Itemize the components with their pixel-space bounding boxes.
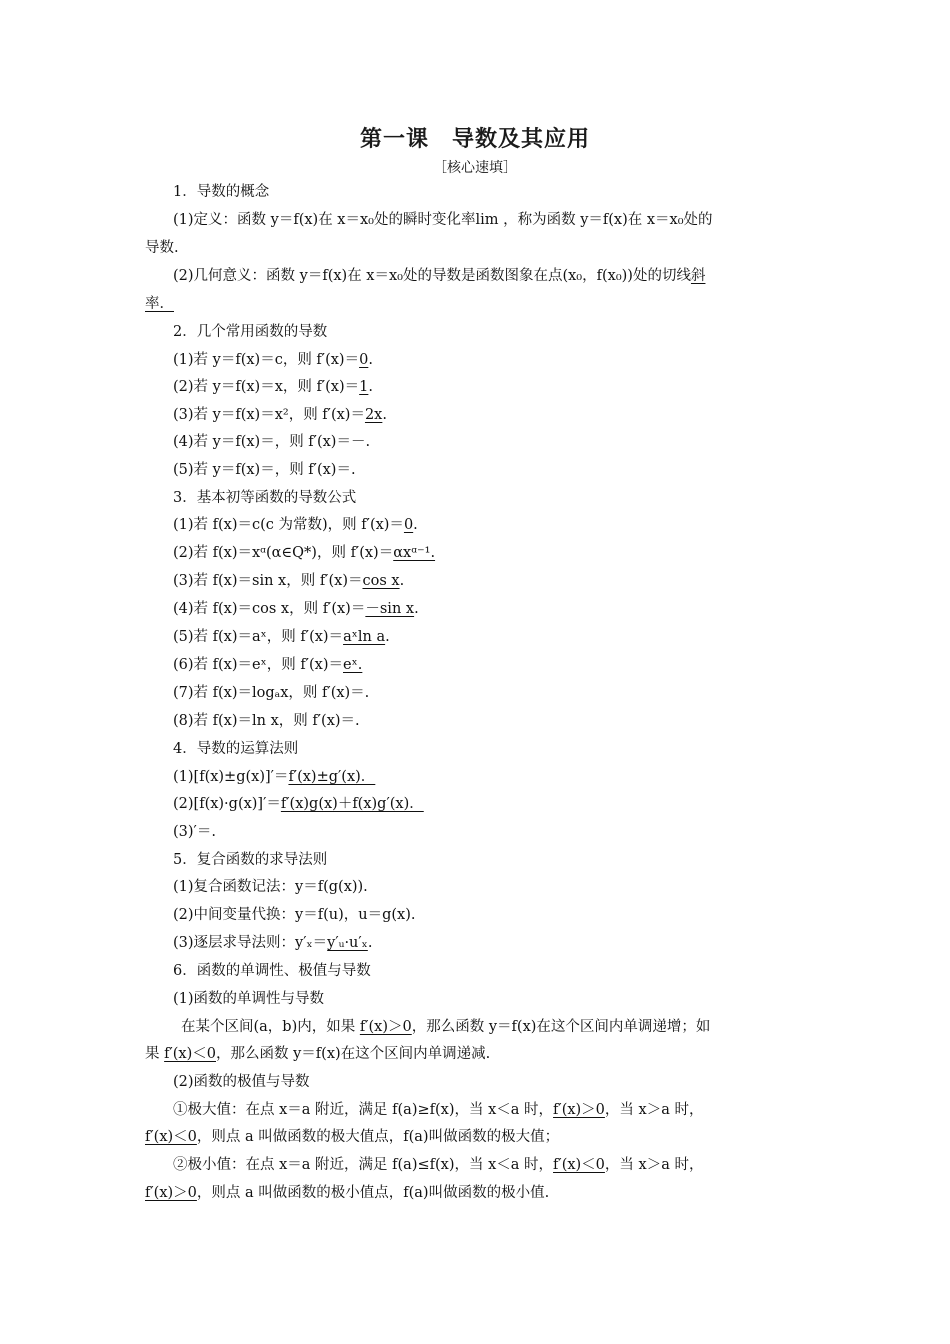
answer-blank: f′(x)＜0: [553, 1157, 605, 1173]
answer-blank: f′(x)＞0: [145, 1185, 197, 1201]
answer-blank: f′(x)＞0: [359, 1019, 412, 1035]
formula-line: (6)若 f(x)＝eˣ，则 f′(x)＝eˣ.: [173, 657, 363, 673]
heading-monotonicity-extrema: 6．函数的单调性、极值与导数: [173, 963, 371, 979]
geometric-meaning-line: (2)几何意义：函数 y＝f(x)在 x＝x₀处的导数是函数图象在点(x₀，f(x₀))处的切线斜: [173, 268, 706, 284]
heading-derivative-concept: 1．导数的概念: [173, 184, 270, 200]
formula-line: (3)逐层求导法则：y′ₓ＝y′ᵤ·u′ₓ.: [173, 935, 373, 951]
formula-line: (3)若 y＝f(x)＝x²，则 f′(x)＝2x.: [173, 407, 387, 423]
definition-line-cont: 导数.: [145, 240, 179, 256]
formula-line: (4)若 f(x)＝cos x，则 f′(x)＝－sin x.: [173, 601, 419, 617]
answer-blank: aˣln a: [343, 629, 386, 645]
section-subtitle: ［核心速填］: [433, 160, 517, 176]
answer-blank: y′ᵤ·u′ₓ: [327, 935, 368, 951]
paragraph-line: 在某个区间(a，b)内，如果 f′(x)＞0，那么函数 y＝f(x)在这个区间内单调递增；如: [181, 1019, 711, 1035]
formula-line: (3)′＝.: [173, 824, 216, 840]
answer-blank: cos x: [362, 573, 400, 589]
formula-line: (1)[f(x)±g(x)]′＝f′(x)±g′(x)．: [173, 769, 376, 785]
subheading-monotonicity: (1)函数的单调性与导数: [173, 991, 325, 1007]
answer-blank: f′(x)＜0: [145, 1129, 197, 1145]
answer-blank: f′(x)＞0: [553, 1102, 605, 1118]
paragraph-line: ②极小值：在点 x＝a 附近，满足 f(a)≤f(x)，当 x＜a 时，f′(x)＜0，当 x＞a 时，: [173, 1157, 704, 1173]
formula-line: (1)若 y＝f(x)＝c，则 f′(x)＝0.: [173, 352, 373, 368]
page-title: 第一课 导数及其应用: [359, 127, 590, 152]
formula-line: (5)若 y＝f(x)＝，则 f′(x)＝.: [173, 462, 356, 478]
formula-line: (7)若 f(x)＝logₐx，则 f′(x)＝.: [173, 685, 370, 701]
geometric-meaning-line-cont: [145, 294, 174, 314]
paragraph-line: f′(x)＜0，则点 a 叫做函数的极大值点，f(a)叫做函数的极大值；: [145, 1129, 560, 1145]
answer-blank: f′(x)g(x)＋f(x)g′(x)．: [280, 796, 424, 812]
answer-blank: f′(x)＜0: [164, 1046, 216, 1062]
answer-blank: 0: [403, 517, 414, 533]
paragraph-line: f′(x)＞0，则点 a 叫做函数的极小值点，f(a)叫做函数的极小值.: [145, 1185, 550, 1201]
formula-line: (8)若 f(x)＝ln x，则 f′(x)＝.: [173, 713, 360, 729]
formula-line: (3)若 f(x)＝sin x，则 f′(x)＝cos x.: [173, 573, 405, 589]
formula-line: (2)若 y＝f(x)＝x，则 f′(x)＝1.: [173, 379, 373, 395]
answer-blank: 0: [359, 352, 369, 368]
formula-line: (5)若 f(x)＝aˣ，则 f′(x)＝aˣln a.: [173, 629, 390, 645]
answer-blank: f′(x)±g′(x)．: [288, 769, 376, 785]
heading-operation-rules: 4．导数的运算法则: [173, 741, 299, 757]
answer-blank: 1: [359, 379, 369, 395]
heading-composite-rules: 5．复合函数的求导法则: [173, 852, 328, 868]
answer-blank: 率．: [145, 296, 174, 312]
formula-line: (1)若 f(x)＝c(c 为常数)，则 f′(x)＝0.: [173, 517, 418, 533]
answer-blank: －sin x: [365, 601, 415, 617]
definition-line: (1)定义：函数 y＝f(x)在 x＝x₀处的瞬时变化率lim ，称为函数 y＝f(x)在 x＝x₀处的: [173, 212, 713, 228]
answer-blank: 2x: [364, 407, 383, 423]
text-line: (2)中间变量代换：y＝f(u)，u＝g(x).: [173, 907, 416, 923]
heading-elementary-derivatives: 3．基本初等函数的导数公式: [173, 490, 357, 506]
subheading-extrema: (2)函数的极值与导数: [173, 1074, 310, 1090]
formula-line: (2)若 f(x)＝xᵅ(α∈Q*)，则 f′(x)＝αxᵅ⁻¹.: [173, 545, 436, 561]
answer-blank: eˣ.: [343, 657, 363, 673]
paragraph-line: 果 f′(x)＜0，那么函数 y＝f(x)在这个区间内单调递减.: [145, 1046, 491, 1062]
formula-line: (2)[f(x)·g(x)]′＝f′(x)g(x)＋f(x)g′(x)．: [173, 796, 424, 812]
answer-blank: 斜: [690, 268, 706, 284]
heading-common-derivatives: 2．几个常用函数的导数: [173, 324, 328, 340]
text-line: (1)复合函数记法：y＝f(g(x)).: [173, 879, 368, 895]
answer-blank: αxᵅ⁻¹.: [393, 545, 436, 561]
formula-line: (4)若 y＝f(x)＝，则 f′(x)＝－.: [173, 434, 371, 450]
paragraph-line: ①极大值：在点 x＝a 附近，满足 f(a)≥f(x)，当 x＜a 时，f′(x)＞0，当 x＞a 时，: [173, 1102, 704, 1118]
